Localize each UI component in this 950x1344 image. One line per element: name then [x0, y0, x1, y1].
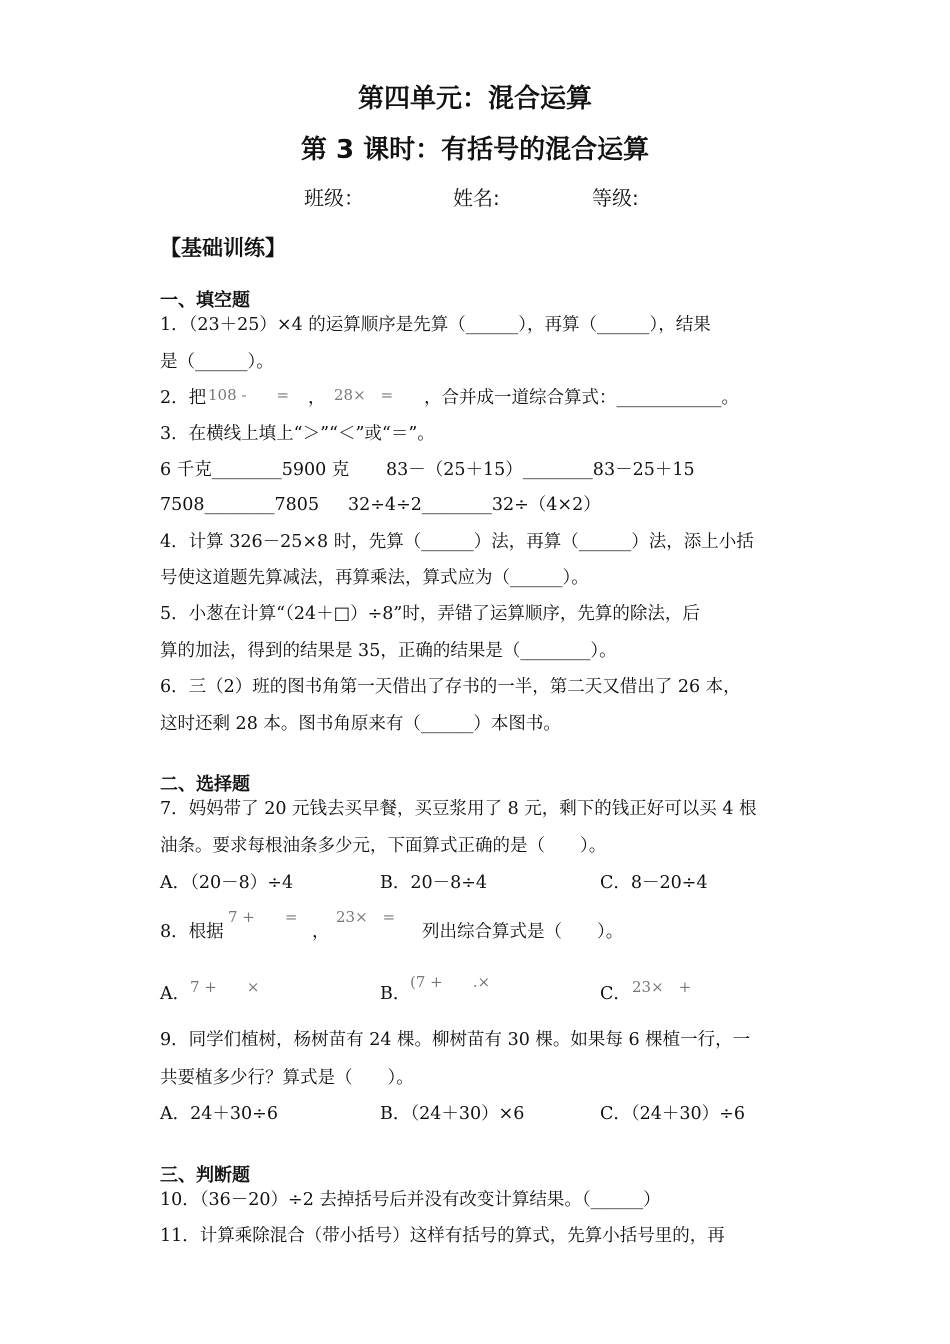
q1-line1: 1．（23＋25）×4 的运算顺序是先算（______），再算（______），结果 [160, 315, 711, 335]
q6-line1: 6．三（2）班的图书角第一天借出了存书的一半，第二天又借出了 26 本， [160, 677, 741, 697]
q7-line2: 油条。要求每根油条多少元，下面算式正确的是（ ）。 [160, 836, 607, 856]
q7-option-b: B．20－8÷4 [380, 873, 488, 893]
q8-option-b-expr: (7 + .× [410, 973, 491, 991]
q9-option-a: A．24＋30÷6 [160, 1104, 278, 1124]
q3-item-b1: 7508________7805 [160, 495, 320, 515]
class-label: 班级： [304, 186, 364, 210]
page-subtitle: 第 3 课时：有括号的混合运算 [300, 135, 650, 165]
q5-line2: 算的加法，得到的结果是 35，正确的结果是（________）。 [160, 641, 617, 661]
q7-option-c: C．8－20÷4 [600, 873, 708, 893]
q7-option-a: A．（20－8）÷4 [160, 873, 294, 893]
q3-item-a2: 83－（25＋15）________83－25＋15 [386, 460, 695, 480]
q2-expr1: 108 - = [208, 386, 290, 404]
basic-training-heading: 【基础训练】 [160, 236, 286, 260]
q11-line1: 11．计算乘除混合（带小括号）这样有括号的算式，先算小括号里的，再 [160, 1226, 725, 1246]
q3-item-b2: 32÷4÷2________32÷（4×2） [348, 495, 601, 515]
q4-line2: 号使这道题先算减法，再算乘法，算式应为（______）。 [160, 568, 589, 588]
q3-line1: 3．在横线上填上“＞”“＜”或“＝”。 [160, 424, 435, 444]
q8-option-a-label: A． [160, 984, 191, 1004]
q10-line1: 10．（36－20）÷2 去掉括号后并没有改变计算结果。（______） [160, 1190, 661, 1210]
q2-comma: ， [308, 388, 326, 408]
name-label: 姓名: [453, 186, 500, 210]
q4-line1: 4．计算 326－25×8 时，先算（______）法，再算（______）法，添上小括 [160, 532, 754, 552]
q5-line1: 5．小葱在计算“（24＋□）÷8”时，弄错了运算顺序，先算的除法，后 [160, 604, 700, 624]
section-fill-blank: 一、填空题 [160, 290, 250, 311]
page-title: 第四单元：混合运算 [357, 84, 592, 114]
q8-option-c-expr: 23× + [632, 978, 692, 996]
q8-option-c-label: C． [600, 984, 631, 1004]
q9-line1: 9．同学们植树，杨树苗有 24 棵。柳树苗有 30 棵。如果每 6 棵植一行，一 [160, 1030, 751, 1050]
section-choice: 二、选择题 [160, 774, 250, 795]
q9-line2: 共要植多少行？算式是（ ）。 [160, 1068, 414, 1088]
q9-option-b: B．（24＋30）×6 [380, 1104, 525, 1124]
q3-item-a1: 6 千克________5900 克 [160, 460, 350, 480]
q7-line1: 7．妈妈带了 20 元钱去买早餐，买豆浆用了 8 元，剩下的钱正好可以买 4 根 [160, 799, 757, 819]
q2-prefix: 2．把 [160, 388, 207, 408]
q2-expr2: 28× = [334, 386, 394, 404]
q8-expr2: 23× = [336, 908, 396, 926]
q8-option-a-expr: 7 + × [190, 978, 260, 996]
q8-option-b-label: B． [380, 984, 411, 1004]
q6-line2: 这时还剩 28 本。图书角原来有（______）本图书。 [160, 714, 561, 734]
q8-comma: ， [312, 922, 330, 942]
q8-expr1: 7 + = [228, 908, 298, 926]
q2-suffix: ，合并成一道综合算式：____________。 [424, 388, 739, 408]
q8-suffix: 列出综合算式是（ ）。 [422, 922, 624, 942]
grade-label: 等级: [592, 186, 639, 210]
q9-option-c: C．（24＋30）÷6 [600, 1104, 745, 1124]
section-judge: 三、判断题 [160, 1165, 250, 1186]
q1-line2: 是（______）。 [160, 352, 274, 372]
q8-prefix: 8．根据 [160, 922, 224, 942]
